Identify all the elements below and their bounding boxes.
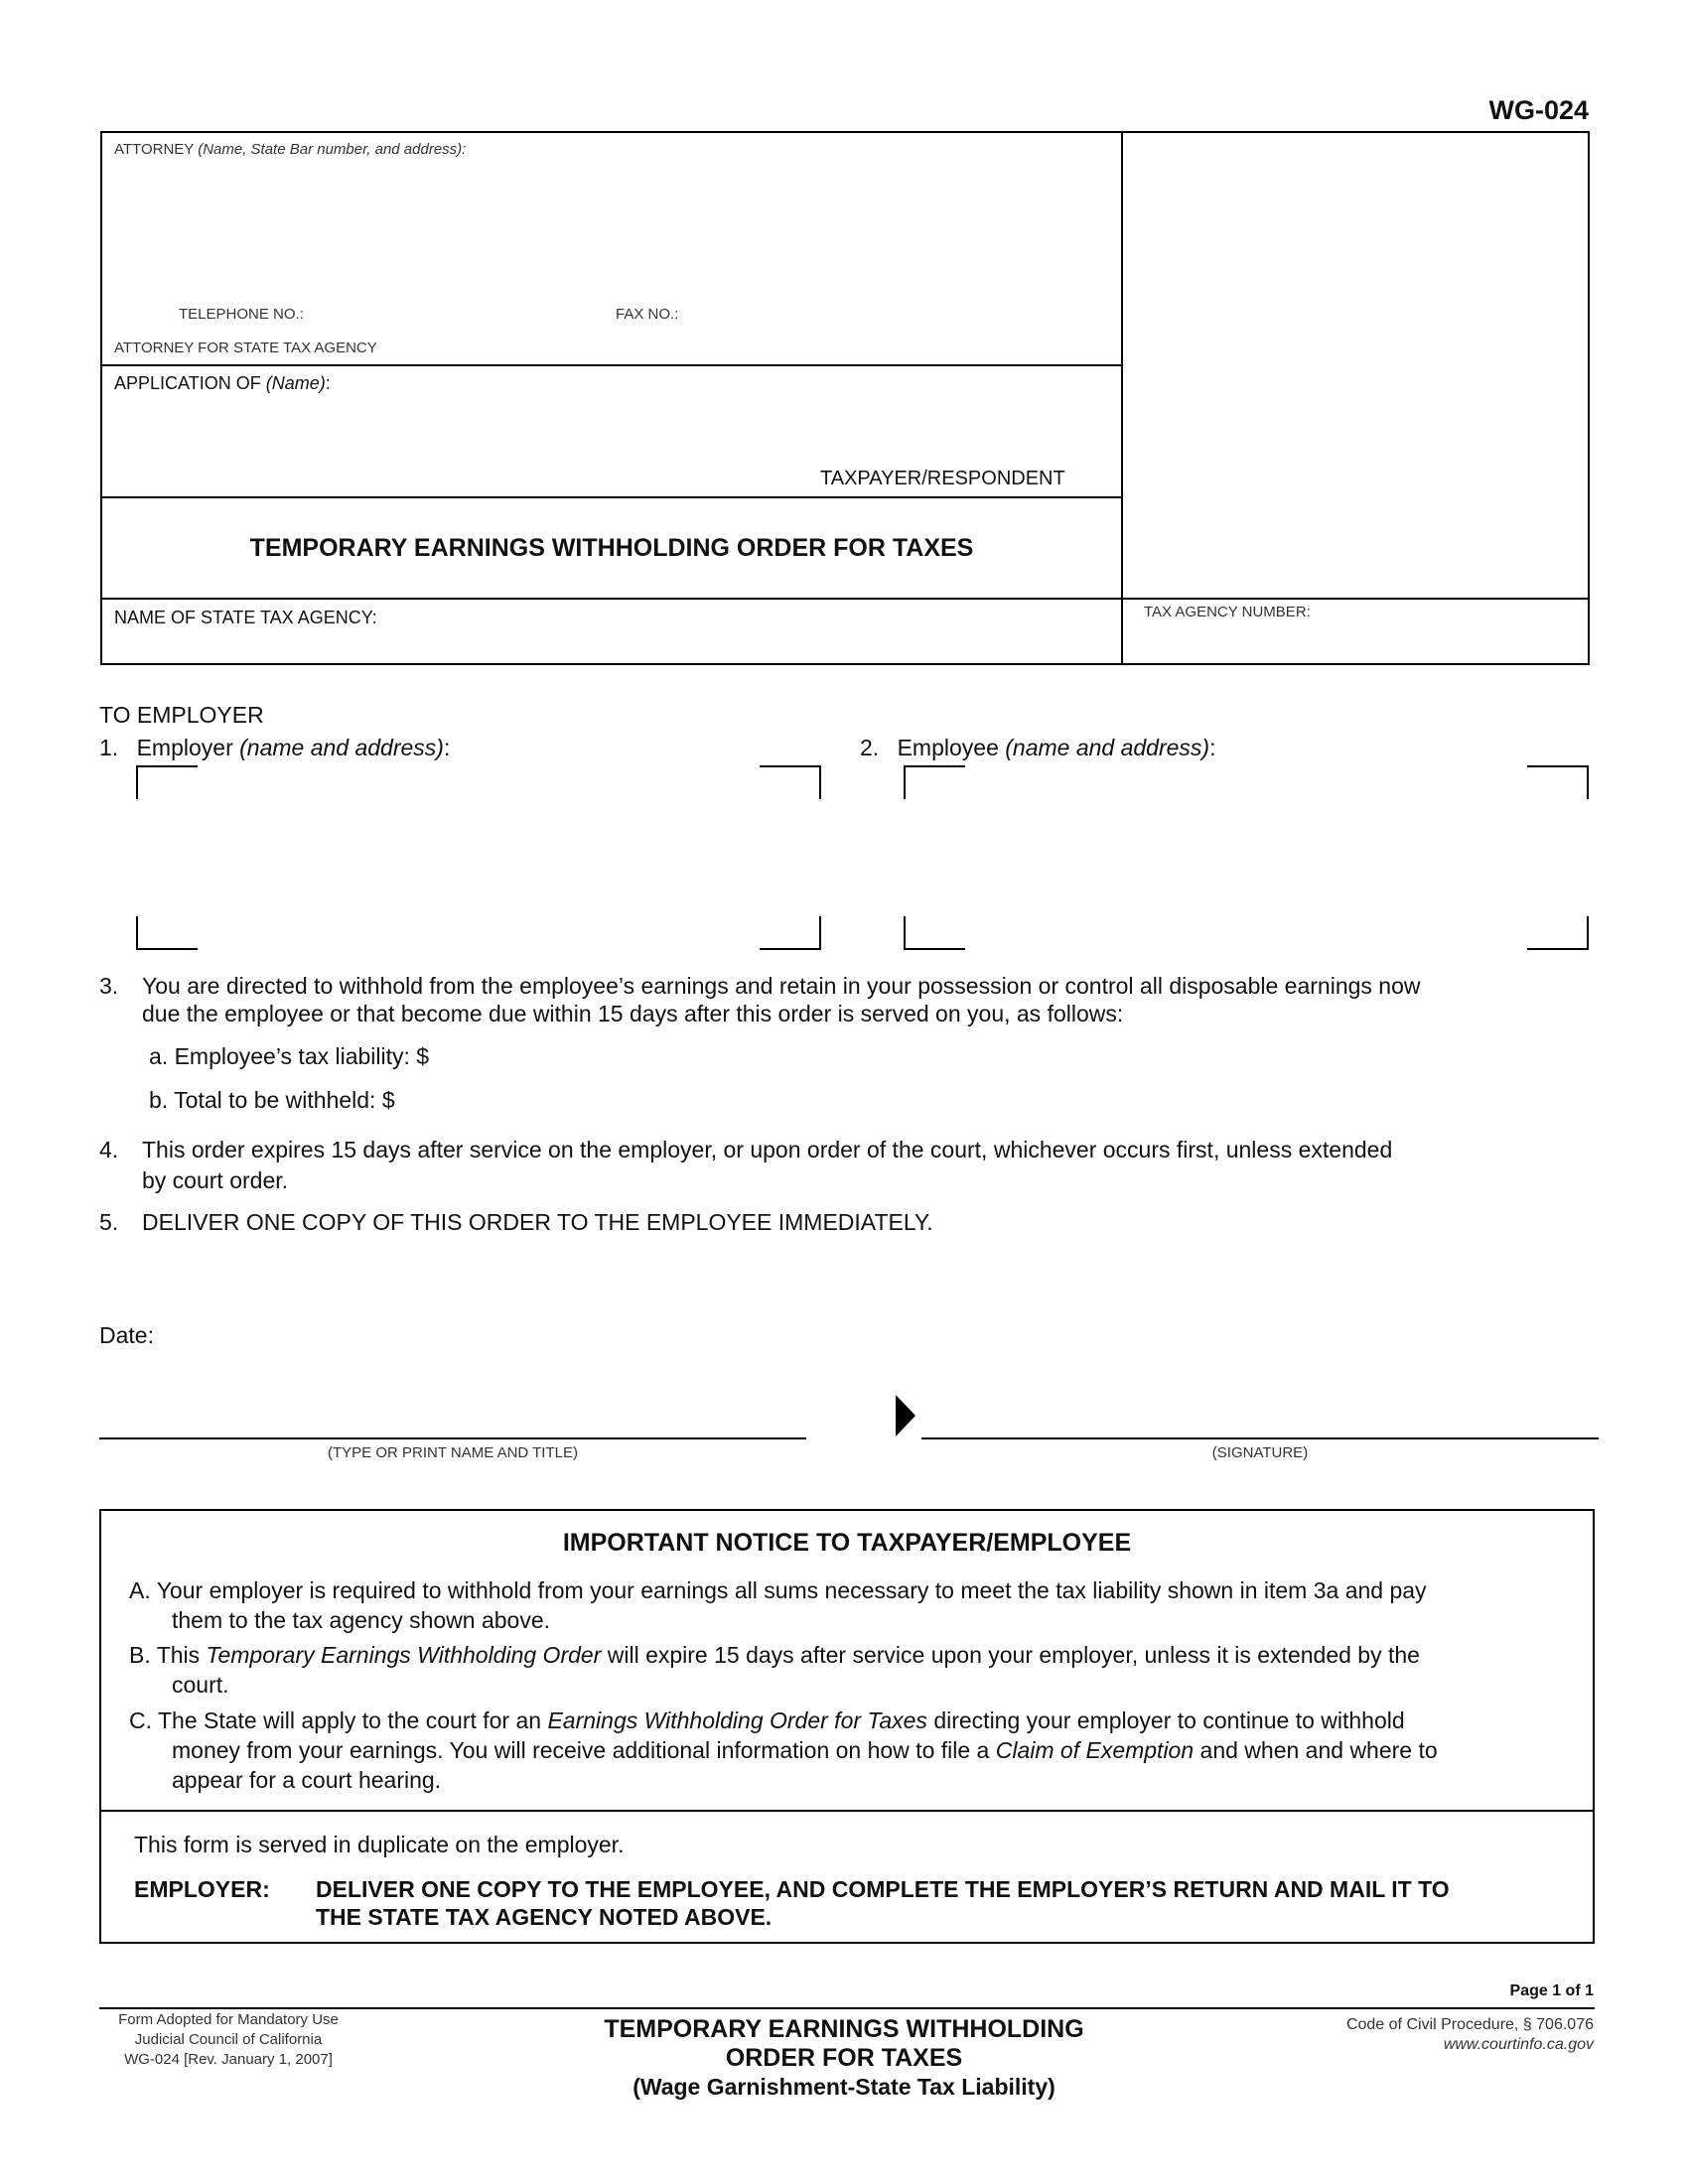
item-3-line-1: You are directed to withhold from the employee’s earnings and retain in your possession or control all disposable earnings now — [142, 973, 1421, 999]
form-adopted-block: Form Adopted for Mandatory Use Judicial Council of California WG-024 [Rev. January 1, 2007] — [118, 2011, 339, 2068]
signature-caption: (SIGNATURE) — [1211, 1444, 1309, 1461]
item-3-line-2: due the employee or that become due within 15 days after this order is served on you, as follows: — [142, 1001, 1124, 1026]
employee-address-field[interactable] — [904, 765, 1589, 950]
item-3b-total-withheld-field[interactable]: b. Total to be withheld: $ — [149, 1087, 395, 1113]
served-duplicate-text: This form is served in duplicate on the employer. — [134, 1832, 625, 1857]
signature-arrow-icon — [894, 1395, 917, 1436]
form-id: WG-024 — [1488, 95, 1589, 125]
notice-item-a: A. Your employer is required to withhold from your earnings all sums necessary to meet the tax liability shown in item 3a and pay them to the tax agency shown above. — [129, 1577, 1427, 1633]
form-title: TEMPORARY EARNINGS WITHHOLDING ORDER FOR TAXES — [249, 534, 974, 562]
agency-name-label: NAME OF STATE TAX AGENCY: — [114, 608, 377, 627]
application-field[interactable]: APPLICATION OF (Name): — [114, 373, 331, 393]
employer-instruction-line-2: THE STATE TAX AGENCY NOTED ABOVE. — [316, 1904, 773, 1930]
item-3-number: 3. — [99, 973, 119, 999]
attorney-hint: (Name, State Bar number, and address): — [198, 141, 467, 158]
notice-item-c: C. The State will apply to the court for an Earnings Withholding Order for Taxes directing your employer to continue to withhold money from your earnings. You will receive additional information on how to file a Claim of Exemption and when and where to appear for a court hearing. — [129, 1707, 1438, 1793]
notice-title: IMPORTANT NOTICE TO TAXPAYER/EMPLOYEE — [562, 1529, 1132, 1557]
signature-line[interactable] — [921, 1437, 1599, 1439]
code-citation: Code of Civil Procedure, § 706.076 — [1345, 2016, 1594, 2033]
caption-divider — [1121, 131, 1123, 665]
item-4-line-1: This order expires 15 days after service on the employer, or upon order of the court, whichever occurs first, unless extended — [142, 1137, 1393, 1162]
application-hint: (Name) — [265, 373, 326, 393]
item-2-label: 2. Employee (name and address): — [860, 735, 1216, 760]
name-title-caption: (TYPE OR PRINT NAME AND TITLE) — [328, 1444, 578, 1461]
attorney-field[interactable] — [114, 141, 466, 158]
telephone-label: TELEPHONE NO.: — [179, 306, 304, 323]
to-employer-heading: TO EMPLOYER — [99, 702, 264, 728]
website-link[interactable]: www.courtinfo.ca.gov — [1443, 2036, 1594, 2053]
notice-item-b: B. This Temporary Earnings Withholding Order will expire 15 days after service upon your employer, unless it is extended by the court. — [129, 1642, 1420, 1698]
item-3a-tax-liability-field[interactable]: a. Employee’s tax liability: $ — [149, 1043, 430, 1069]
attorney-for-label: ATTORNEY FOR STATE TAX AGENCY — [114, 340, 377, 356]
footer-code-block — [1346, 2015, 1594, 2055]
item-1-label: 1. Employer (name and address): — [99, 735, 451, 760]
attorney-label: ATTORNEY — [114, 141, 195, 158]
employer-address-field[interactable] — [136, 765, 821, 950]
page-number: Page 1 of 1 — [1509, 1982, 1594, 1999]
caption-box — [100, 131, 1590, 665]
item-4-number: 4. — [99, 1137, 119, 1162]
employer-instruction-line-1: DELIVER ONE COPY TO THE EMPLOYEE, AND COMPLETE THE EMPLOYER’S RETURN AND MAIL IT TO — [316, 1876, 1450, 1902]
fax-label: FAX NO.: — [616, 306, 679, 323]
date-field[interactable]: Date: — [99, 1322, 154, 1348]
item-4-line-2: by court order. — [142, 1167, 289, 1193]
item-5-number: 5. — [99, 1209, 119, 1235]
item-5-text: DELIVER ONE COPY OF THIS ORDER TO THE EMPLOYEE IMMEDIATELY. — [142, 1209, 933, 1235]
taxpayer-label: TAXPAYER/RESPONDENT — [820, 468, 1065, 489]
footer-title-block: TEMPORARY EARNINGS WITHHOLDING ORDER FOR TAXES (Wage Garnishment-State Tax Liability) — [604, 2015, 1084, 2100]
agency-number-label: TAX AGENCY NUMBER: — [1144, 604, 1311, 620]
application-label: APPLICATION OF — [114, 373, 261, 393]
name-title-line[interactable] — [99, 1437, 806, 1439]
footer-rule — [99, 2007, 1595, 2009]
employer-label: EMPLOYER: — [134, 1876, 270, 1902]
